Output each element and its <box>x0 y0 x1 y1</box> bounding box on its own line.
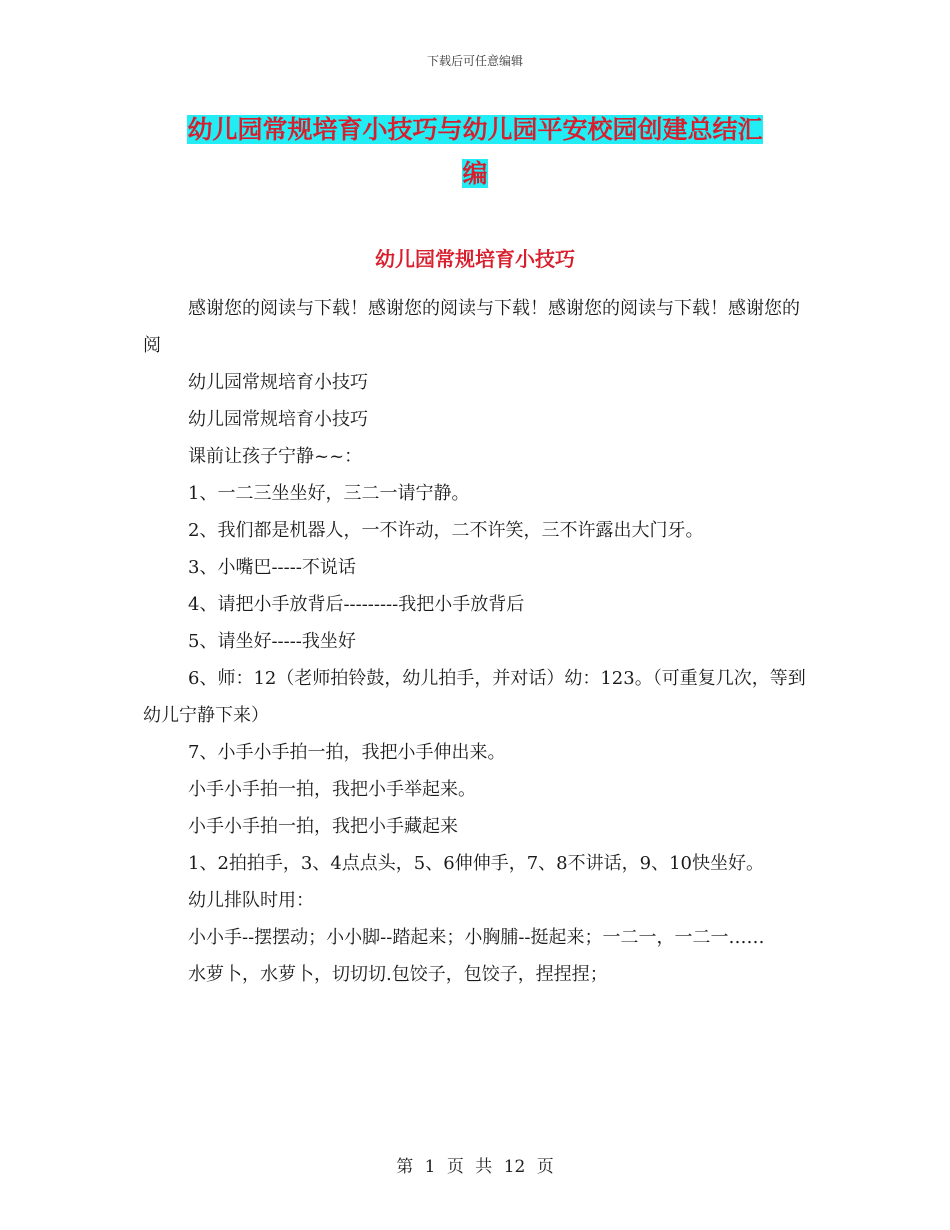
document-title-text-2: 编 <box>462 159 488 188</box>
paragraph: 小小手--摆摆动；小小脚--踏起来；小胸脯--挺起来；一二一，一二一…… <box>188 927 765 948</box>
paragraph: 2、我们都是机器人，一不许动，二不许笑，三不许露出大门牙。 <box>188 520 704 541</box>
paragraph: 5、请坐好-----我坐好 <box>188 631 356 652</box>
paragraph: 课前让孩子宁静~~： <box>188 446 363 467</box>
paragraph: 小手小手拍一拍，我把小手举起来。 <box>188 779 476 800</box>
paragraph: 1、2拍拍手，3、4点点头，5、6伸伸手，7、8不讲话，9、10快坐好。 <box>188 853 764 874</box>
paragraph: 小手小手拍一拍，我把小手藏起来 <box>188 816 458 837</box>
document-title-line-1 <box>143 106 807 154</box>
paragraph: 幼儿排队时用： <box>188 890 314 911</box>
paragraph: 4、请把小手放背后---------我把小手放背后 <box>188 594 525 615</box>
paragraph: 7、小手小手拍一拍，我把小手伸出来。 <box>188 742 506 763</box>
paragraph: 幼儿园常规培育小技巧 <box>188 372 368 393</box>
paragraph: 3、小嘴巴-----不说话 <box>188 557 356 578</box>
document-title-text-1: 幼儿园常规培育小技巧与幼儿园平安校园创建总结汇 <box>187 115 763 144</box>
paragraph: 感谢您的阅读与下载！感谢您的阅读与下载！感谢您的阅读与下载！感谢您的阅 <box>143 298 800 356</box>
page-header: 下载后可任意编辑 <box>426 54 523 68</box>
paragraph: 6、师：12（老师拍铃鼓，幼儿拍手，并对话）幼：123。（可重复几次，等到幼儿宁静下来） <box>143 668 806 726</box>
paragraph: 1、一二三坐坐好，三二一请宁静。 <box>188 483 470 504</box>
paragraph: 幼儿园常规培育小技巧 <box>188 409 368 430</box>
section-heading: 幼儿园常规培育小技巧 <box>375 247 575 271</box>
document-body <box>143 290 807 993</box>
paragraph: 水萝卜，水萝卜，切切切.包饺子，包饺子，捏捏捏； <box>188 964 608 985</box>
document-title-line-2 <box>143 150 807 198</box>
page-footer: 第 1 页 共 12 页 <box>396 1157 554 1177</box>
